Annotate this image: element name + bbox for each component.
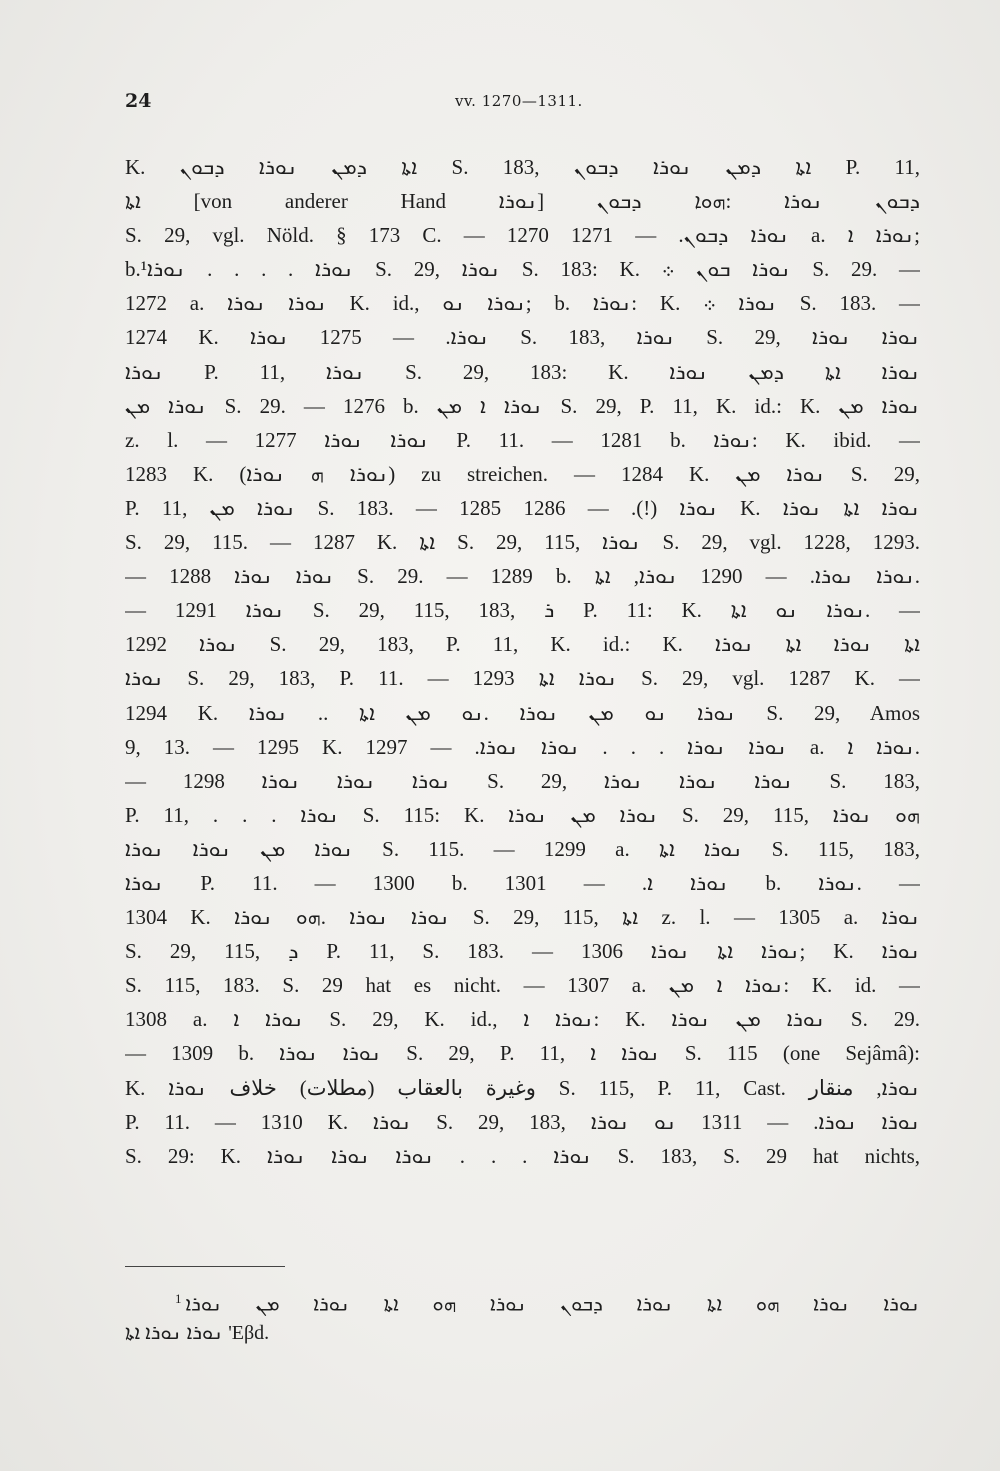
text-line: ܢܘܪܐ S. 29, 183, P. 11. — 1293 ܢܘܪܐ ܐܬܐ S. 29, vgl. 1287 K. —: [125, 666, 920, 691]
text-line: P. 11, ܢܘܪܐ ܡܢ S. 183. — 1285 ܢܘܪܐ (!). — 1286 K. ܢܘܪܐ ܐܬܐ ܢܘܪܐ: [125, 495, 920, 520]
text-line: ܢܘܪܐ ܡܢ ܢܘܪܐ ܢܘܪܐ S. 115. — 1299 a. ܢܘܪܐ ܐܬܐ S. 115, 183,: [125, 836, 920, 861]
page-header: [125, 90, 920, 120]
text-line: — 1291 ܢܘܪܐ S. 29, 115, 183, ܪ P. 11: K. ܢܘܪܐ ܢܘ ܐܬܐ. —: [125, 598, 920, 623]
text-line: b.¹ܢܘܪܐ . . . . ܢܘܪܐ S. 29, ܢܘܪܐ S. 183: K. ܢܘܪܐ ܒܘܢ ܀ S. 29. —: [125, 257, 920, 282]
running-head: vv. 1270—1311.: [455, 92, 583, 110]
footnote-number: 1: [175, 1291, 182, 1306]
text-line: 1274 K. ܢܘܪܐ. — 1275 ܢܘܪܐ S. 183, ܢܘܪܐ S. 29, ܢܘܪܐ ܢܘܪܐ: [125, 325, 920, 350]
footnote-divider: [125, 1266, 285, 1267]
text-line: 1292 ܢܘܪܐ S. 29, 183, P. 11, K. id.: K. ܐܬܐ ܢܘܪܐ ܐܬܐ ܢܘܪܐ: [125, 632, 920, 657]
text-line: 1283 K. (ܢܘܪܐ ܗ ܢܘܪܐ) zu streichen. — 1284 K. ܢܘܪܐ ܡܢ S. 29,: [125, 461, 920, 486]
text-line: S. 29, vgl. Nöld. § 173 C. — 1270 ܢܘܪܐ ܕܒܘܢ. — 1271 a. ܢܘܪܐ ܐ;: [125, 223, 920, 248]
text-line: P. 11. — 1310 K. ܢܘܪܐ S. 29, 183, ܢܘܪܐ ܢܘܪܐ. — 1311 ܢܘ ܢܘܪܐ: [125, 1109, 920, 1134]
text-line: S. 29: K. ܢܘܪܐ . . . ܢܘܪܐ ܢܘܪܐ ܢܘܪܐ S. 183, S. 29 hat nichts,: [125, 1143, 920, 1168]
text-line: — 1288 ܢܘܪܐ ܢܘܪܐ S. 29. — 1289 b. ܢܘܪܐ ܢܘܪܐ. — 1290 ܢܘܪܐ, ܐܬܐ.: [125, 564, 920, 589]
text-line: K. وغيرة بالعقاب (مطلات) خلاف ܢܘܪܐ S. 115, P. 11, Cast. ܢܘܪܐ, منقار: [125, 1075, 920, 1100]
text-line: — 1309 b. ܢܘܪܐ ܢܘܪܐ S. 29, P. 11, ܢܘܪܐ ܐ S. 115 (one Sejâmâ):: [125, 1041, 920, 1066]
text-line: — 1298 ܢܘܪܐ ܢܘܪܐ ܢܘܪܐ S. 29, ܢܘܪܐ ܢܘܪܐ ܢܘܪܐ S. 183,: [125, 768, 920, 793]
text-line: 1272 a. ܢܘܪܐ ܢܘܪܐ K. id., ܢܘܪܐ ܢܘ; b. ܢܘܪܐ: K. ܢܘܪܐ ܀ S. 183. —: [125, 291, 920, 316]
text-line: 9, 13. — 1295 K. ܢܘܪܐ ܢܘܪܐ . . . ܢܘܪܐ ܢܘܪܐ. — 1297 a. ܢܘܪܐ ܐ.: [125, 734, 920, 759]
text-line: ܢܘܪܐ ܡܢ S. 29. — 1276 b. ܢܘܪܐ ܐ ܡܢ S. 29, P. 11, K. id.: K. ܢܘܪܐ ܡܢ: [125, 393, 920, 418]
critical-apparatus-text: [125, 150, 920, 1173]
footnote-text: ܢܘܪܐ ܢܘܪܐ ܗܘ ܐܬܐ ܢܘܪܐ ܕܒܘܢ ܢܘܪܐ ܗܘ ܐܬܐ ܢܘܪܐ ܡܢ ܢܘܪܐ: [185, 1293, 920, 1316]
text-line: K. ܐܬܐ ܕܡܢ ܢܘܪܐ ܕܒܘܢ S. 183, ܐܬܐ ܕܡܢ ܢܘܪܐ ܕܒܘܢ P. 11,: [125, 155, 920, 179]
text-line: S. 29, 115. — 1287 K. ܐܬܐ S. 29, 115, ܢܘܪܐ S. 29, vgl. 1228, 1293.: [125, 530, 920, 555]
footnote: [125, 1282, 920, 1350]
text-line: ܐܬܐ [von anderer Hand ܢܘܪܐ] ܕܒܘܢ ܢܘܪܐ :ܗܘܐ ܕܒܘܢ: [125, 189, 920, 214]
text-line: ܢܘܪܐ P. 11, ܢܘܪܐ S. 29, 183: K. ܢܘܪܐ ܐܬܐ ܕܡܢ ܢܘܪܐ: [125, 359, 920, 384]
footnote-line: [175, 1282, 920, 1316]
text-line: z. l. — 1277 ܢܘܪܐ ܢܘܪܐ P. 11. — 1281 b. ܢܘܪܐ: K. ibid. —: [125, 427, 920, 452]
text-line: P. 11, . . . ܢܘܪܐ S. 115: K. ܢܘܪܐ ܡܢ ܢܘܪܐ S. 29, 115, ܗܘ ܢܘܪܐ: [125, 802, 920, 827]
text-line: 1308 a. ܢܘܪܐ ܐ S. 29, K. id., ܢܘܪܐ ܐ: K. ܢܘܪܐ ܡܢ ܢܘܪܐ S. 29.: [125, 1007, 920, 1032]
page-number: 24: [125, 90, 152, 112]
text-line: 1304 K. ܢܘܪܐ ܢܘܪܐ .ܗܘ ܢܘܪܐ S. 29, 115, ܐܬܐ z. l. — 1305 a. ܢܘܪܐ: [125, 905, 920, 930]
footnote-line: ܢܘܪܐ ܢܘܪܐ ܐܬܐ 'Eβd.: [125, 1322, 270, 1344]
text-line: 1294 K. ܢܘܪܐ ܢܘ ܡܢ ܢܘܪܐ .ܢܘ ܡܢ ܐܬܐ .. ܢܘܪܐ S. 29, Amos: [125, 700, 920, 725]
text-line: S. 29, 115, ܕ P. 11, S. 183. — 1306 ܢܘܪܐ ܐܬܐ ܢܘܪܐ; K. ܢܘܪܐ: [125, 939, 920, 964]
text-line: ܢܘܪܐ P. 11. — 1300 b. ܢܘܪܐ ܐ. — 1301 b. ܢܘܪܐ. —: [125, 870, 920, 895]
text-line: S. 115, 183. S. 29 hat es nicht. — 1307 a. ܢܘܪܐ ܐ ܡܢ: K. id. —: [125, 973, 920, 998]
